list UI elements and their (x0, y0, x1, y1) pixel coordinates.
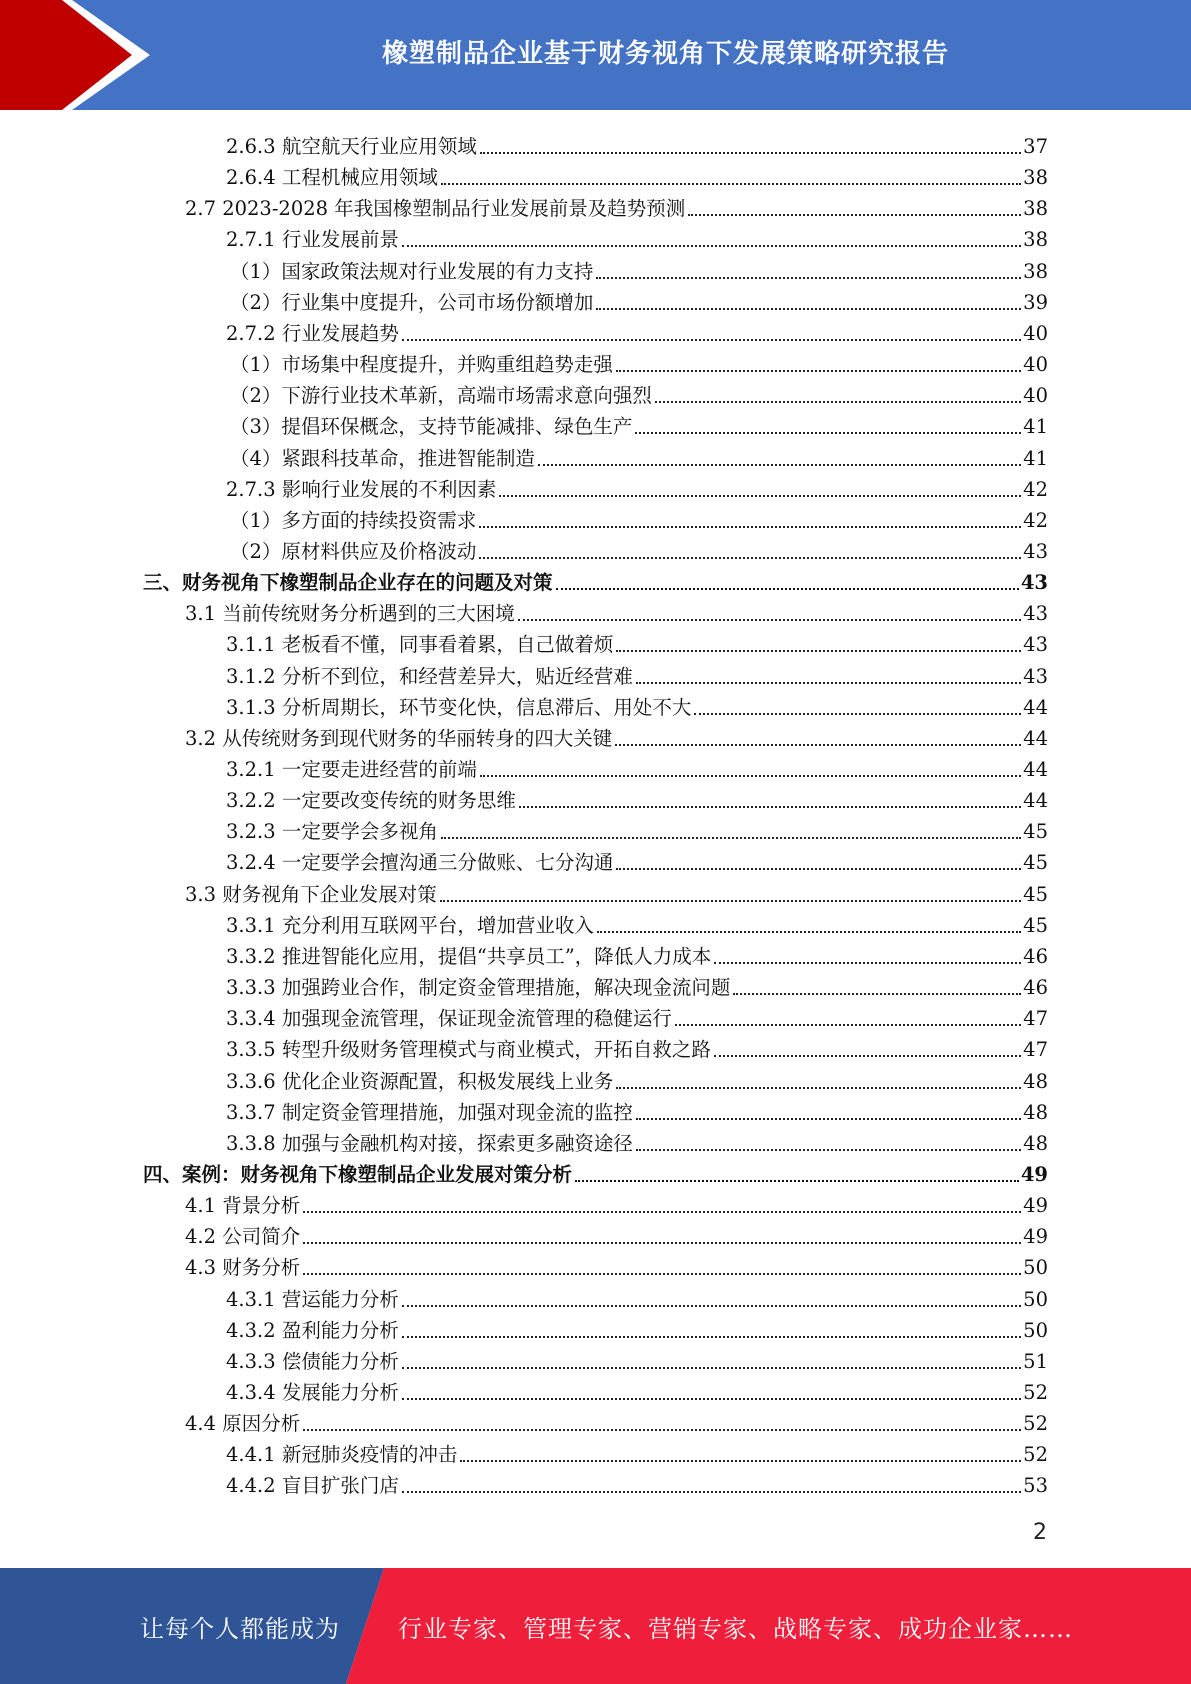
toc-entry[interactable] (185, 595, 1048, 626)
toc-entry-page: 40 (1023, 384, 1048, 408)
toc-entry[interactable] (226, 1063, 1048, 1094)
toc-dot-leader (479, 525, 1021, 528)
toc-dot-leader (714, 961, 1021, 964)
toc-dot-leader (636, 681, 1021, 684)
toc-entry-title: 4.4.1 新冠肺炎疫情的冲击 (226, 1443, 458, 1467)
toc-entry-page: 45 (1023, 913, 1048, 937)
toc-entry-page: 38 (1023, 228, 1048, 252)
toc-entry[interactable] (226, 1281, 1048, 1312)
toc-entry-page: 48 (1023, 1069, 1048, 1093)
toc-entry[interactable] (226, 1374, 1048, 1405)
toc-entry[interactable] (226, 938, 1048, 969)
toc-dot-leader (596, 276, 1021, 279)
toc-entry-title: 4.3.3 偿债能力分析 (226, 1349, 399, 1373)
toc-dot-leader (402, 338, 1021, 341)
toc-entry-page: 48 (1023, 1100, 1048, 1124)
toc-entry-page: 43 (1023, 664, 1048, 688)
footer-slogan-left: 让每个人都能成为 (140, 1614, 340, 1643)
toc-entry-page: 40 (1023, 353, 1048, 377)
toc-entry-title: 3.2 从传统财务到现代财务的华丽转身的四大关键 (185, 726, 613, 750)
toc-entry-title: 2.6.4 工程机械应用领域 (226, 166, 438, 190)
toc-entry[interactable] (226, 1125, 1048, 1156)
toc-entry-page: 43 (1023, 602, 1048, 626)
toc-dot-leader (616, 369, 1021, 372)
toc-entry[interactable] (230, 253, 1048, 284)
toc-entry-title: 4.1 背景分析 (185, 1194, 301, 1218)
page-footer (0, 1568, 1191, 1684)
toc-dot-leader (538, 463, 1021, 466)
toc-entry-page: 37 (1023, 135, 1048, 158)
toc-dot-leader (635, 431, 1021, 434)
toc-entry[interactable] (185, 1218, 1048, 1249)
toc-dot-leader (616, 1086, 1021, 1089)
toc-entry[interactable] (226, 658, 1048, 689)
toc-entry-title: 4.3.4 发展能力分析 (226, 1381, 399, 1404)
toc-entry-page: 38 (1023, 259, 1048, 283)
toc-entry-title: 2.7.2 行业发展趋势 (226, 321, 399, 345)
toc-entry-title: 3.1.1 老板看不懂，同事看着累，自己做着烦 (226, 633, 614, 657)
toc-entry-page: 49 (1023, 1194, 1048, 1218)
toc-entry-title: （1）国家政策法规对行业发展的有力支持 (230, 259, 594, 283)
toc-entry-page: 41 (1023, 415, 1048, 439)
toc-dot-leader (402, 1397, 1021, 1400)
toc-dot-leader (616, 649, 1021, 652)
toc-entry[interactable] (226, 626, 1048, 657)
toc-entry[interactable] (226, 471, 1048, 502)
toc-entry-title: 4.2 公司简介 (185, 1225, 301, 1249)
toc-dot-leader (597, 930, 1021, 933)
toc-entry-page: 47 (1023, 1007, 1048, 1031)
toc-entry[interactable] (226, 221, 1048, 252)
toc-entry-title: 3.3.4 加强现金流管理，保证现金流管理的稳健运行 (226, 1007, 672, 1031)
toc-entry-title: 4.3.1 营运能力分析 (226, 1287, 399, 1311)
toc-entry-page: 48 (1023, 1131, 1048, 1155)
toc-dot-leader (303, 1210, 1021, 1213)
toc-entry[interactable] (226, 1094, 1048, 1125)
toc-entry[interactable] (230, 346, 1048, 377)
toc-dot-leader (402, 1490, 1021, 1493)
toc-entry-page: 45 (1023, 820, 1048, 844)
toc-entry[interactable] (230, 533, 1048, 564)
toc-entry-title: （1）多方面的持续投资需求 (230, 508, 477, 532)
toc-entry-title: 3.1 当前传统财务分析遇到的三大困境 (185, 602, 515, 626)
toc-entry-title: 4.4 原因分析 (185, 1412, 301, 1436)
toc-entry-title: 4.4.2 盲目扩张门店 (226, 1474, 399, 1498)
toc-entry-title: 3.3.5 转型升级财务管理模式与商业模式，开拓自救之路 (226, 1038, 711, 1062)
toc-dot-leader (479, 556, 1021, 559)
toc-entry-page: 43 (1023, 633, 1048, 657)
toc-entry-title: 3.3.7 制定资金管理措施，加强对现金流的监控 (226, 1100, 633, 1124)
toc-dot-leader (714, 1054, 1021, 1057)
toc-dot-leader (688, 213, 1021, 216)
toc-entry[interactable] (230, 377, 1048, 408)
toc-entry-title: 3.3.1 充分利用互联网平台，增加营业收入 (226, 913, 594, 937)
toc-entry[interactable] (226, 813, 1048, 844)
toc-entry[interactable] (185, 1405, 1048, 1436)
toc-dot-leader (518, 618, 1021, 621)
toc-entry[interactable] (226, 159, 1048, 190)
toc-dot-leader (402, 244, 1021, 247)
toc-entry-page: 46 (1023, 944, 1048, 968)
page-number: 2 (1033, 1520, 1047, 1545)
toc-entry-title: 3.2.4 一定要学会擅沟通三分做账、七分沟通 (226, 851, 614, 875)
toc-entry-page: 50 (1023, 1287, 1048, 1311)
toc-dot-leader (575, 1179, 1019, 1182)
toc-entry[interactable] (226, 1312, 1048, 1343)
toc-dot-leader (303, 1272, 1021, 1275)
toc-entry-page: 45 (1023, 851, 1048, 875)
toc-dot-leader (303, 1428, 1021, 1431)
toc-entry[interactable] (230, 502, 1048, 533)
toc-dot-leader (303, 1241, 1021, 1244)
toc-chapter-entry[interactable] (143, 1156, 1048, 1187)
toc-entry-title: 2.7 2023-2028 年我国橡塑制品行业发展前景及趋势预测 (185, 197, 686, 221)
toc-entry[interactable] (226, 907, 1048, 938)
toc-entry-title: （1）市场集中程度提升，并购重组趋势走强 (230, 353, 613, 377)
toc-entry-page: 47 (1023, 1038, 1048, 1062)
toc-entry-title: 3.2.2 一定要改变传统的财务思维 (226, 789, 516, 813)
toc-dot-leader (519, 805, 1021, 808)
toc-entry-title: 3.2.1 一定要走进经营的前端 (226, 758, 477, 781)
toc-entry[interactable] (230, 408, 1048, 439)
toc-dot-leader (615, 743, 1021, 746)
toc-entry-title: 3.3.3 加强跨业合作，制定资金管理措施，解决现金流问题 (226, 976, 731, 1000)
toc-entry-page: 44 (1023, 695, 1048, 719)
toc-entry-title: 4.3 财务分析 (185, 1256, 301, 1280)
toc-entry-page: 44 (1023, 726, 1048, 750)
toc-dot-leader (480, 151, 1021, 154)
toc-entry[interactable] (226, 1031, 1048, 1062)
toc-entry-title: （3）提倡环保概念，支持节能减排、绿色生产 (230, 415, 633, 439)
toc-entry-title: （2）行业集中度提升，公司市场份额增加 (230, 290, 594, 314)
toc-entry-page: 43 (1020, 571, 1048, 595)
toc-entry[interactable] (226, 844, 1048, 875)
toc-entry-page: 42 (1023, 477, 1048, 501)
toc-dot-leader (596, 307, 1021, 310)
toc-entry[interactable] (185, 720, 1048, 751)
footer-slogan-right: 行业专家、管理专家、营销专家、战略专家、成功企业家…… (398, 1614, 1073, 1643)
toc-entry-page: 44 (1023, 758, 1048, 781)
toc-entry-page: 49 (1023, 1225, 1048, 1249)
toc-entry[interactable] (226, 782, 1048, 813)
toc-entry-title: 3.3.6 优化企业资源配置，积极发展线上业务 (226, 1069, 614, 1093)
toc-entry[interactable] (226, 969, 1048, 1000)
toc-entry-page: 52 (1023, 1412, 1048, 1436)
toc-dot-leader (636, 1117, 1021, 1120)
toc-entry-page: 43 (1023, 539, 1048, 563)
toc-entry[interactable] (226, 128, 1048, 159)
toc-entry[interactable] (185, 1187, 1048, 1218)
toc-dot-leader (402, 1366, 1021, 1369)
toc-entry[interactable] (226, 1467, 1048, 1498)
toc-entry-page: 46 (1023, 976, 1048, 1000)
toc-entry-title: 3.3.2 推进智能化应用，提倡“共享员工”，降低人力成本 (226, 944, 712, 968)
toc-dot-leader (440, 899, 1021, 902)
toc-entry-title: 3.3.8 加强与金融机构对接，探索更多融资途径 (226, 1131, 633, 1155)
toc-entry-page: 50 (1023, 1318, 1048, 1342)
toc-entry-title: （4）紧跟科技革命，推进智能制造 (230, 446, 535, 470)
toc-entry-title: 2.7.1 行业发展前景 (226, 228, 399, 252)
toc-entry-title: 3.3 财务视角下企业发展对策 (185, 882, 437, 906)
toc-dot-leader (655, 400, 1021, 403)
toc-dot-leader (480, 774, 1021, 777)
toc-entry-page: 51 (1023, 1349, 1048, 1373)
toc-entry-page: 38 (1023, 166, 1048, 190)
toc-entry-title: 4.3.2 盈利能力分析 (226, 1318, 399, 1342)
toc-dot-leader (694, 712, 1021, 715)
toc-dot-leader (616, 867, 1021, 870)
toc-entry-page: 44 (1023, 789, 1048, 813)
toc-entry[interactable] (226, 1343, 1048, 1374)
toc-entry-title: （2）下游行业技术革新，高端市场需求意向强烈 (230, 384, 652, 408)
toc-entry-title: 3.2.3 一定要学会多视角 (226, 820, 438, 844)
toc-entry-page: 52 (1023, 1443, 1048, 1467)
page-header (0, 0, 1191, 110)
toc-chapter-entry[interactable] (143, 564, 1048, 595)
toc-entry[interactable] (230, 440, 1048, 471)
toc-dot-leader (636, 1148, 1021, 1151)
toc-dot-leader (675, 1023, 1021, 1026)
toc-dot-leader (733, 992, 1021, 995)
toc-entry-page: 45 (1023, 882, 1048, 906)
toc-entry[interactable] (185, 1249, 1048, 1280)
toc-dot-leader (402, 1304, 1021, 1307)
toc-entry[interactable] (185, 876, 1048, 907)
toc-entry[interactable] (226, 751, 1048, 782)
toc-entry-page: 49 (1020, 1162, 1048, 1186)
toc-dot-leader (441, 182, 1021, 185)
toc-dot-leader (499, 494, 1021, 497)
toc-dot-leader (556, 587, 1019, 590)
header-title: 橡塑制品企业基于财务视角下发展策略研究报告 (381, 38, 949, 69)
toc-entry[interactable] (230, 284, 1048, 315)
toc-dot-leader (441, 836, 1021, 839)
toc-entry[interactable] (226, 1436, 1048, 1467)
toc-entry-page: 50 (1023, 1256, 1048, 1280)
toc-entry-title: 四、案例：财务视角下橡塑制品企业发展对策分析 (143, 1162, 573, 1186)
toc-entry-page: 38 (1023, 197, 1048, 221)
toc-entry-title: 3.1.3 分析周期长，环节变化快，信息滞后、用处不大 (226, 695, 692, 719)
toc-entry-page: 42 (1023, 508, 1048, 532)
toc-dot-leader (460, 1459, 1021, 1462)
toc-entry[interactable] (226, 1000, 1048, 1031)
toc-entry-title: 三、财务视角下橡塑制品企业存在的问题及对策 (143, 571, 553, 595)
toc-entry-page: 41 (1023, 446, 1048, 470)
toc-entry[interactable] (185, 190, 1048, 221)
toc-entry[interactable] (226, 689, 1048, 720)
toc-entry-page: 52 (1023, 1381, 1048, 1404)
toc-entry[interactable] (226, 315, 1048, 346)
toc-entry-page: 40 (1023, 321, 1048, 345)
toc-dot-leader (402, 1335, 1021, 1338)
toc-entry-page: 53 (1023, 1474, 1048, 1498)
toc-entry-title: 3.1.2 分析不到位，和经营差异大，贴近经营难 (226, 664, 633, 688)
toc-entry-title: （2）原材料供应及价格波动 (230, 539, 477, 563)
toc-entry-title: 2.6.3 航空航天行业应用领域 (226, 135, 477, 158)
toc-entry-page: 39 (1023, 290, 1048, 314)
toc-entry-title: 2.7.3 影响行业发展的不利因素 (226, 477, 497, 501)
